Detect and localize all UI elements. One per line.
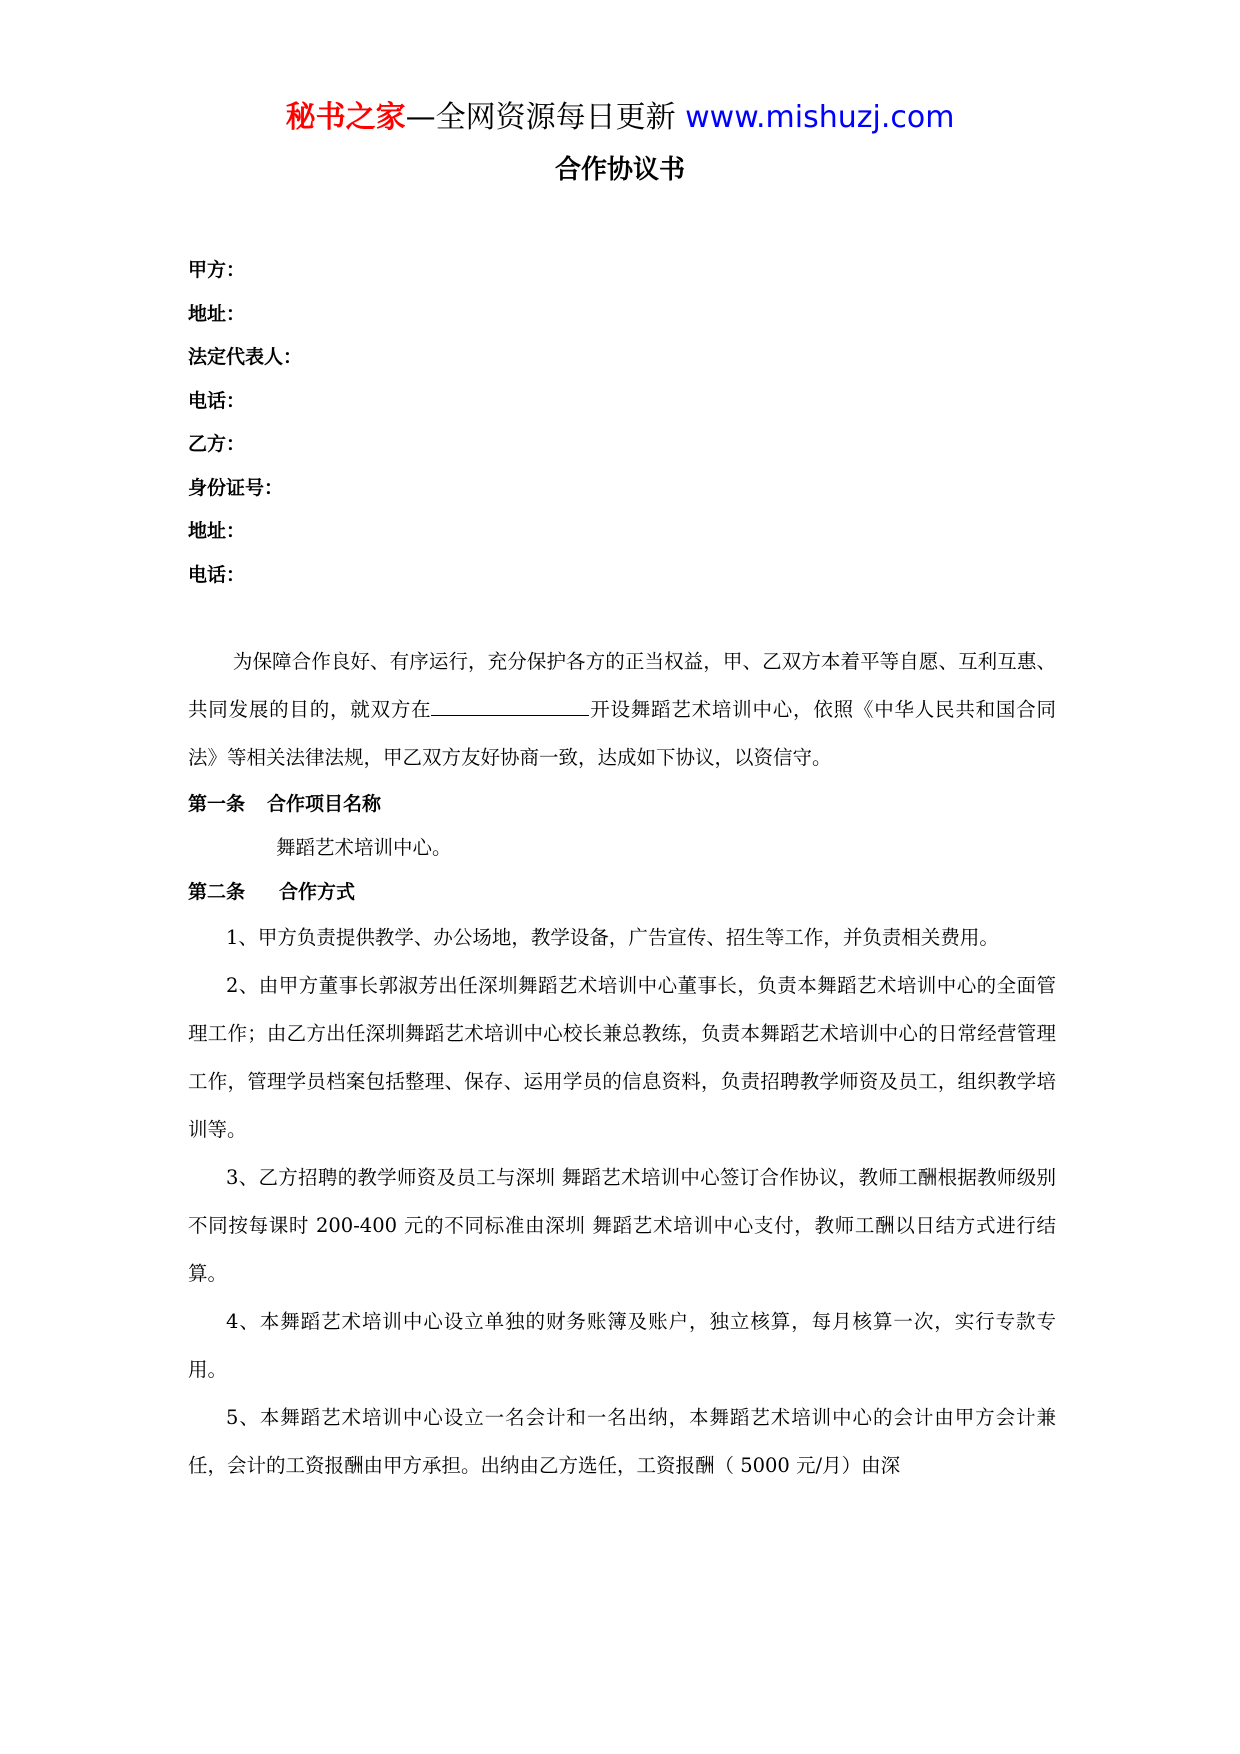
- party-b-phone-label: 电话：: [188, 563, 246, 586]
- article-2-clause-4: 4、本舞蹈艺术培训中心设立单独的财务账簿及账户，独立核算，每月核算一次，实行专款专用。: [188, 1310, 1056, 1381]
- article-2-heading: [188, 870, 1056, 914]
- id-number-label: 身份证号：: [188, 476, 284, 499]
- site-header: [0, 98, 1240, 138]
- article-2-number: 第二条: [188, 881, 246, 903]
- article-1-content: 舞蹈艺术培训中心。: [276, 836, 452, 859]
- article-1-title: 合作项目名称: [267, 793, 382, 815]
- party-a-address-label: 地址：: [188, 302, 246, 325]
- article-2-clause-2: 2、由甲方董事长郭淑芳出任深圳舞蹈艺术培训中心董事长，负责本舞蹈艺术培训中心的全面管理工作；由乙方出任深圳舞蹈艺术培训中心校长兼总教练，负责本舞蹈艺术培训中心的日常经营管理工作，管理学员档案包括整理、保存、运用学员的信息资料，负责招聘教学师资及员工，组织教学培训等。: [188, 974, 1056, 1141]
- article-2-title: 合作方式: [279, 881, 356, 903]
- document-title: 合作协议书: [554, 155, 685, 185]
- party-b-label: 乙方：: [188, 433, 246, 455]
- legal-representative-label: 法定代表人：: [188, 346, 303, 368]
- article-2-clause-5: 5、本舞蹈艺术培训中心设立一名会计和一名出纳，本舞蹈艺术培训中心的会计由甲方会计兼任，会计的工资报酬由甲方承担。出纳由乙方选任，工资报酬（ 5000 元/月）由深: [188, 1406, 1056, 1477]
- site-url: www.mishuzj.com: [685, 100, 955, 135]
- article-2-clause-1: 1、甲方负责提供教学、办公场地，教学设备，广告宣传、招生等工作，并负责相关费用。: [226, 926, 999, 949]
- article-1-heading: [188, 782, 1056, 826]
- location-blank-line: [431, 695, 589, 716]
- party-a-label: 甲方：: [188, 259, 246, 281]
- preamble-text-2: 开设舞蹈艺术培训中心，依照《中华人民共和国合同法》等相关法律法规，甲乙双方友好协商一致，达成如下协议，以资信守。: [188, 698, 1056, 769]
- article-1-number: 第一条: [188, 793, 246, 815]
- preamble-paragraph: [188, 638, 1056, 782]
- party-a-phone-label: 电话：: [188, 389, 246, 412]
- brand-name: 秘书之家: [285, 100, 406, 135]
- preamble-text-1: 为保障合作良好、有序运行，充分保护各方的正当权益，甲、乙双方本着平等自愿、互利互惠、共同发展的目的，就双方在: [188, 650, 1056, 721]
- agreement-body: [188, 638, 1056, 1490]
- party-info-list: [188, 254, 302, 602]
- article-2-clause-3: 3、乙方招聘的教学师资及员工与深圳 舞蹈艺术培训中心签订合作协议，教师工酬根据教师级别不同按每课时 200-400 元的不同标准由深圳 舞蹈艺术培训中心支付，教师工酬以日结方式进行结算。: [188, 1166, 1056, 1285]
- header-tagline: —全网资源每日更新: [405, 100, 676, 135]
- party-b-address-label: 地址：: [188, 520, 246, 542]
